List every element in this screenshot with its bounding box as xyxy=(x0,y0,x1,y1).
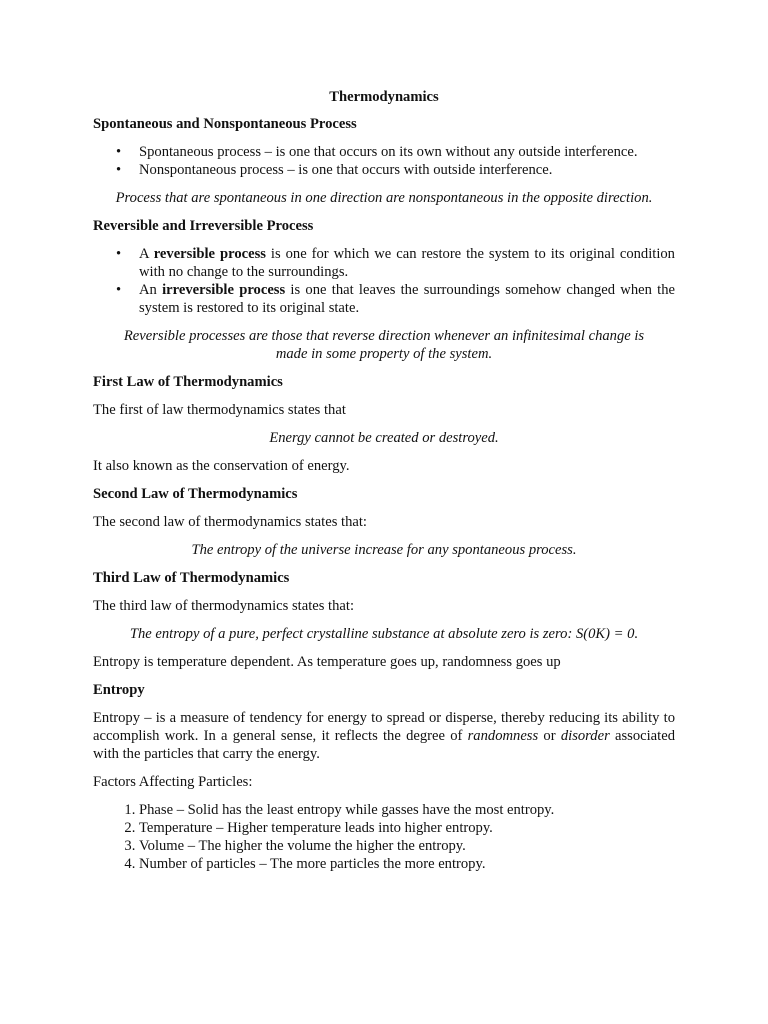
second-law-intro: The second law of thermodynamics states that: xyxy=(93,514,367,530)
second-law-statement: The entropy of the universe increase for any spontaneous process. xyxy=(191,542,577,558)
third-law-statement: The entropy of a pure, perfect crystalline substance at absolute zero is zero: S(0K) = 0. xyxy=(129,626,639,642)
heading-spontaneous: Spontaneous and Nonspontaneous Process xyxy=(93,116,357,132)
reversible-note: Reversible processes are those that reverse direction whenever an infinitesimal change is made in some property of the system. xyxy=(123,328,645,362)
heading-reversible: Reversible and Irreversible Process xyxy=(93,218,314,234)
third-law-intro: The third law of thermodynamics states that: xyxy=(93,598,354,614)
text-run: An xyxy=(139,282,163,298)
text-run: associated with the particles that carry the energy. xyxy=(93,728,675,762)
first-law-intro: The first of law thermodynamics states that xyxy=(93,402,346,418)
first-law-after: It also known as the conservation of energy. xyxy=(93,458,350,474)
third-law-after: Entropy is temperature dependent. As temperature goes up, randomness goes up xyxy=(93,654,561,670)
heading-third-law: Third Law of Thermodynamics xyxy=(93,570,290,586)
text-run: Entropy – is a measure of tendency for energy to spread or disperse, thereby reducing its ability to accomplish work. In a general sense, it reflects the degree of xyxy=(93,710,675,744)
heading-second-law: Second Law of Thermodynamics xyxy=(93,486,298,502)
spontaneous-note: Process that are spontaneous in one direction are nonspontaneous in the opposite direction. xyxy=(115,190,653,206)
text-run: is one for which we can restore the system to its original condition with no change to the surroundings. xyxy=(139,246,675,280)
term-reversible: reversible process xyxy=(153,246,266,262)
factors-list xyxy=(93,801,675,873)
list-item: 3. Volume – The higher the volume the higher the entropy. xyxy=(139,837,675,855)
text-run: or xyxy=(538,728,561,744)
factors-label: Factors Affecting Particles: xyxy=(93,774,253,790)
term-disorder: disorder xyxy=(560,728,610,744)
list-item xyxy=(139,281,675,317)
heading-entropy: Entropy xyxy=(93,682,145,698)
heading-first-law: First Law of Thermodynamics xyxy=(93,374,283,390)
term-irreversible: irreversible process xyxy=(162,282,286,298)
text-run: A xyxy=(139,246,154,262)
list-item: 4. Number of particles – The more particles the more entropy. xyxy=(139,855,675,873)
list-item: 2. Temperature – Higher temperature leads into higher entropy. xyxy=(139,819,675,837)
entropy-definition xyxy=(93,709,675,763)
list-item: • Spontaneous process – is one that occurs on its own without any outside interference. xyxy=(139,143,675,161)
term-randomness: randomness xyxy=(467,728,539,744)
reversible-list xyxy=(93,245,675,317)
first-law-statement: Energy cannot be created or destroyed. xyxy=(269,430,499,446)
list-item: • Nonspontaneous process – is one that occurs with outside interference. xyxy=(139,161,675,179)
text-run: is one that leaves the surroundings somehow changed when the system is restored to its original state. xyxy=(139,282,675,316)
page-title: Thermodynamics xyxy=(329,89,439,105)
spontaneous-list xyxy=(93,143,675,179)
list-item: 1. Phase – Solid has the least entropy while gasses have the most entropy. xyxy=(139,801,675,819)
list-item xyxy=(139,245,675,281)
